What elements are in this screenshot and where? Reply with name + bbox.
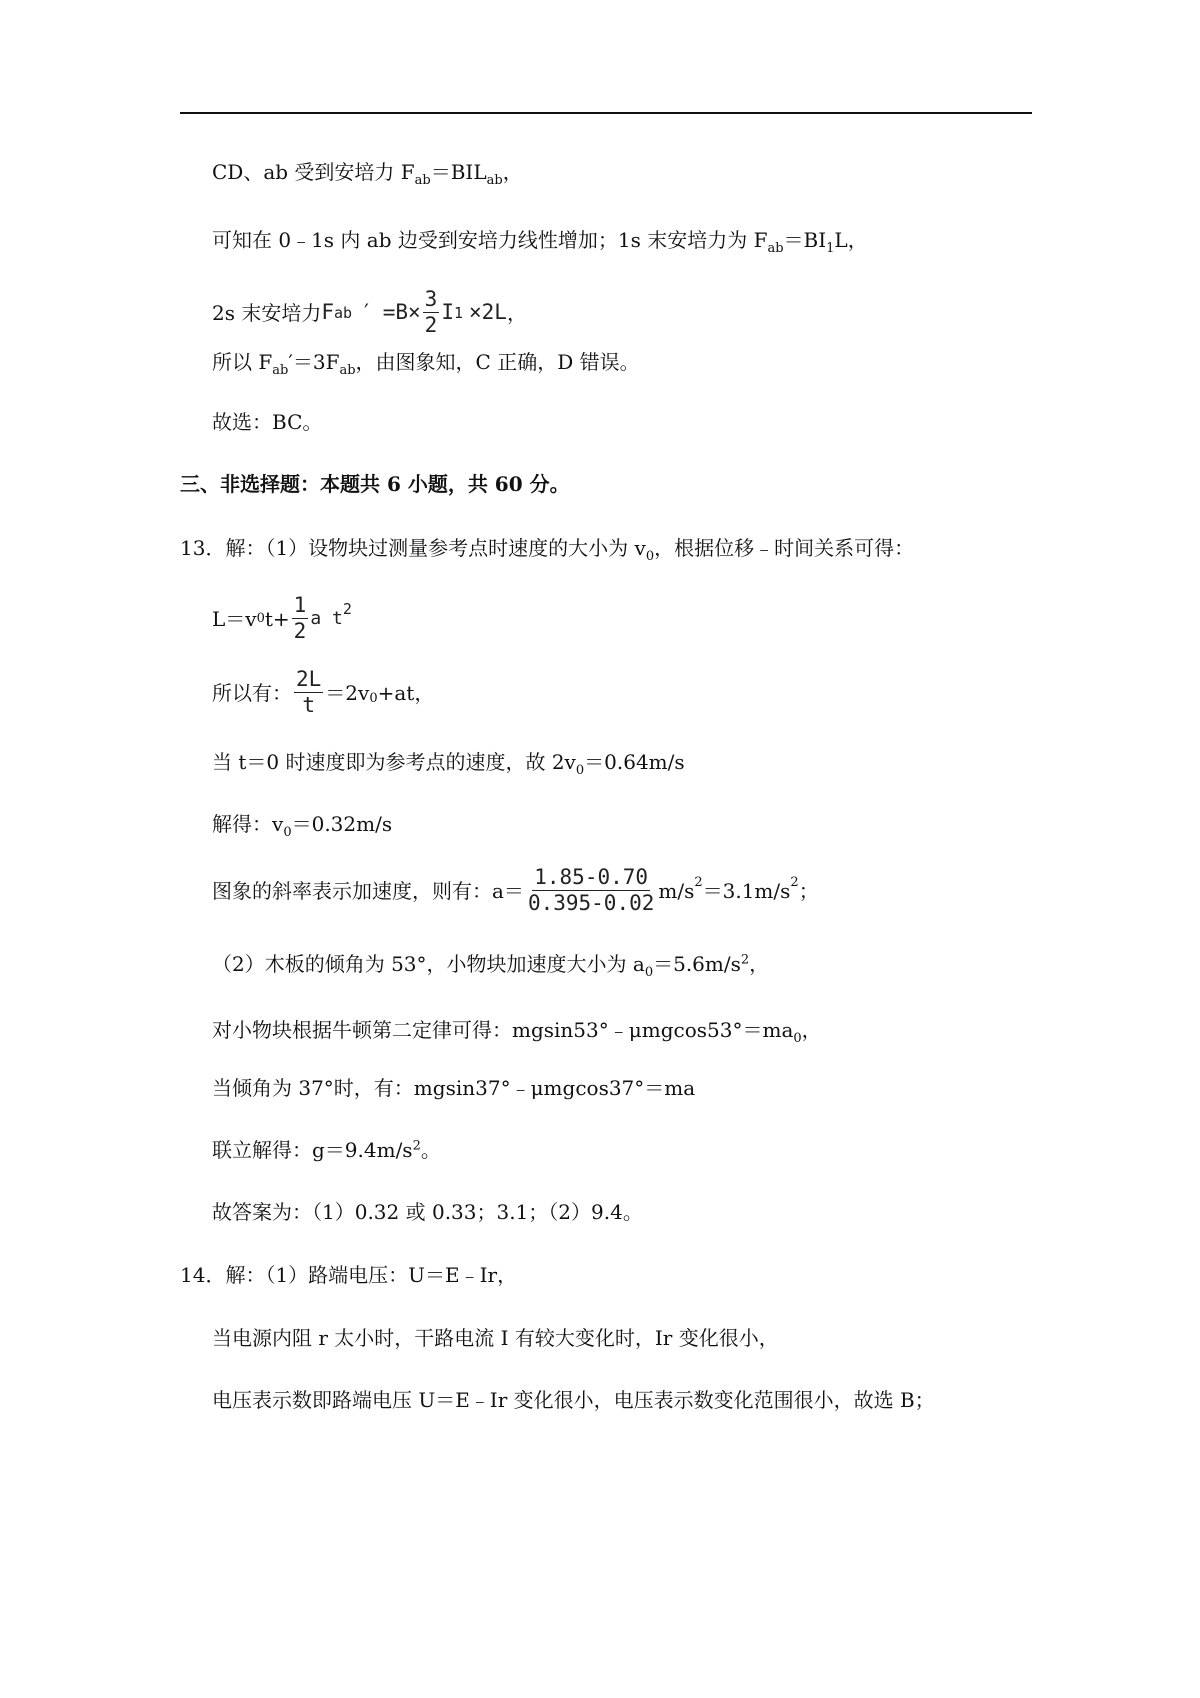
text: L＝v bbox=[212, 606, 257, 631]
text-line-voltmeter: 电压表示数即路端电压 U＝E﹣Ir 变化很小，电压表示数变化范围很小，故选 B； bbox=[212, 1388, 935, 1412]
text-line-internal-resistance: 当电源内阻 r 太小时，干路电流 I 有较大变化时，Ir 变化很小， bbox=[212, 1326, 779, 1350]
text: ＝0.64m/s bbox=[584, 750, 685, 774]
text: 联立解得：g＝9.4m/s bbox=[212, 1138, 413, 1162]
text: ＝5.6m/s bbox=[653, 952, 741, 976]
fraction: $\frac{1.85-0.70}{0.395-0.02}$ bbox=[527, 865, 655, 916]
subscript: ab bbox=[414, 173, 431, 188]
text: 2s 末安培力 bbox=[212, 300, 322, 325]
header-rule bbox=[180, 112, 1032, 114]
text: CD、ab 受到安培力 F bbox=[212, 160, 415, 184]
text: ＝3.1m/s bbox=[702, 878, 791, 903]
text: 当 t＝0 时速度即为参考点的速度，故 2v bbox=[212, 750, 576, 774]
question-13-intro bbox=[180, 536, 915, 564]
text: ＝BI bbox=[783, 228, 827, 252]
subscript: ab bbox=[486, 173, 503, 188]
subscript: 0 bbox=[575, 763, 585, 778]
fraction: $\frac{2L}{t}$ bbox=[296, 667, 322, 718]
text-line-newton-second-law bbox=[212, 1018, 822, 1046]
text: 所以有： bbox=[212, 680, 292, 705]
text: 图象的斜率表示加速度，则有：a＝ bbox=[212, 878, 524, 903]
text: ， bbox=[801, 1018, 822, 1042]
subscript: ab bbox=[767, 241, 784, 256]
text: （2）木板的倾角为 53°，小物块加速度大小为 a bbox=[212, 952, 645, 976]
text: ，由图象知，C 正确，D 错误。 bbox=[355, 350, 640, 374]
text-line-linear-increase bbox=[212, 228, 868, 256]
fraction: $\frac{1}{2}$ bbox=[293, 593, 307, 644]
text: t+ bbox=[264, 606, 290, 631]
subscript: ab bbox=[272, 363, 289, 378]
text: 所以 F bbox=[212, 350, 273, 374]
text-line-solution-g bbox=[212, 1140, 441, 1160]
text-line-incline-37: 当倾角为 37°时，有：mgsin37°﹣μmgcos37°＝ma bbox=[212, 1076, 696, 1100]
text-line-answer-13: 故答案为：（1）0.32 或 0.33；3.1；（2）9.4。 bbox=[212, 1200, 643, 1224]
text-line-2s-force bbox=[212, 288, 527, 337]
text: 13．解：（1）设物块过测量参考点时速度的大小为 v bbox=[180, 536, 646, 560]
formula-image: $\frac{1}{2}$ a t $^2$ bbox=[293, 593, 352, 644]
text-line-incline-53 bbox=[212, 952, 770, 980]
text: 可知在 0﹣1s 内 ab 边受到安培力线性增加；1s 末安培力为 F bbox=[212, 228, 768, 252]
text: L， bbox=[834, 228, 868, 252]
subscript: 0 bbox=[793, 1031, 802, 1046]
text-line-conclusion bbox=[212, 350, 640, 378]
answer-choice-line: 故选：BC。 bbox=[212, 410, 323, 434]
text: +at， bbox=[377, 680, 435, 705]
formula-image: F ab ′ =B× $\frac{3}{2}$ I 1 ×2L bbox=[321, 287, 507, 338]
subscript: 0 bbox=[645, 549, 655, 564]
text-line-slope: 图象的斜率表示加速度，则有：a＝ $\frac{1.85-0.70}{0.395-0.02}$ m/s $^2$ ＝3.1m/s $^2$ ； bbox=[212, 865, 819, 916]
text-line-force-ab bbox=[212, 160, 523, 188]
text: ， bbox=[749, 952, 770, 976]
equation-displacement: L＝v 0 t+ $\frac{1}{2}$ a t $^2$ bbox=[212, 593, 352, 644]
text: ＝2v bbox=[325, 680, 370, 705]
superscript: 2 bbox=[412, 1138, 421, 1154]
text: ； bbox=[798, 878, 819, 903]
text: ，根据位移﹣时间关系可得： bbox=[654, 536, 915, 560]
text: ＝0.32m/s bbox=[291, 812, 393, 836]
text: 对小物块根据牛顿第二定律可得：mgsin53°﹣μmgcos53°＝ma bbox=[212, 1018, 794, 1042]
text: m/s bbox=[658, 878, 695, 903]
text: ， bbox=[506, 300, 527, 325]
text: ， bbox=[502, 160, 523, 184]
subscript: 0 bbox=[283, 825, 292, 840]
text: ＝BIL bbox=[430, 160, 487, 184]
section-heading: 三、非选择题：本题共 6 小题，共 60 分。 bbox=[180, 472, 570, 496]
question-14-intro: 14．解：（1）路端电压：U＝E﹣Ir， bbox=[180, 1263, 518, 1287]
fraction: $\frac{3}{2}$ bbox=[424, 287, 438, 338]
text: ′＝3F bbox=[288, 350, 340, 374]
text-line-initial-velocity bbox=[212, 750, 685, 778]
text: 解得：v bbox=[212, 812, 284, 836]
subscript: 1 bbox=[826, 241, 835, 256]
text-line-solution-v0 bbox=[212, 812, 393, 840]
subscript: ab bbox=[339, 363, 356, 378]
text: 。 bbox=[420, 1138, 441, 1162]
subscript: 0 bbox=[644, 965, 654, 980]
equation-rearranged: 所以有： $\frac{2L}{t}$ ＝2v $_0$ +at， bbox=[212, 667, 435, 718]
superscript: 2 bbox=[740, 952, 750, 968]
